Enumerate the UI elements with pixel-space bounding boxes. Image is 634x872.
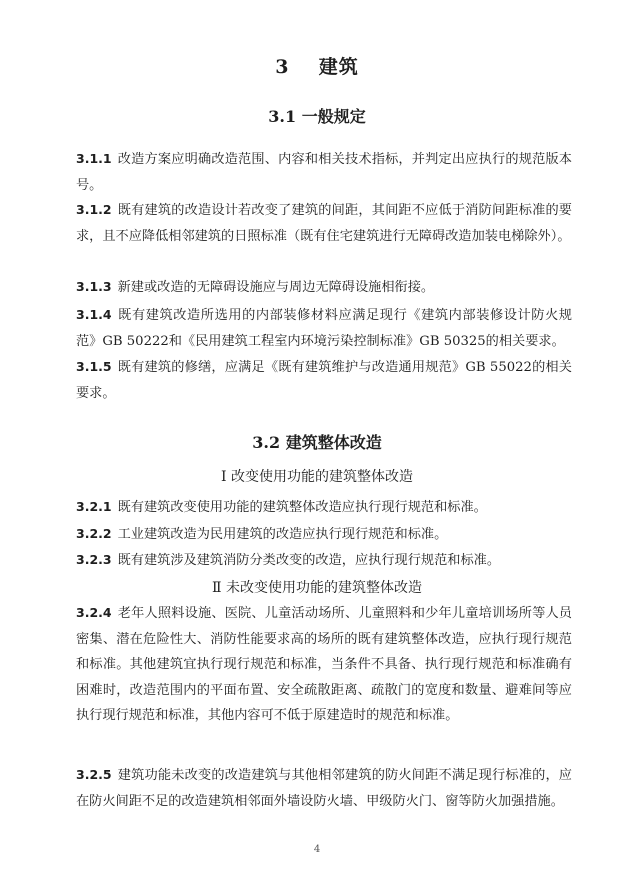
clause-text: 既有建筑改造所选用的内部装修材料应满足现行《建筑内部装修设计防火规范》GB 50222和《民用建筑工程室内环境污染控制标准》GB 50325的相关要求。 xyxy=(76,308,572,349)
clause-3-1-1 xyxy=(76,146,572,198)
clause-3-2-3 xyxy=(76,547,572,574)
clause-3-1-4 xyxy=(76,302,572,354)
clause-number: 3.1.2 xyxy=(76,202,112,217)
clause-text: 既有建筑涉及建筑消防分类改变的改造，应执行现行规范和标准。 xyxy=(117,553,501,568)
clause-text: 新建或改造的无障碍设施应与周边无障碍设施相衔接。 xyxy=(117,280,435,295)
clause-3-1-5 xyxy=(76,354,572,406)
chapter-title xyxy=(0,52,634,79)
clause-3-2-2 xyxy=(76,521,572,548)
chapter-name: 建筑 xyxy=(318,56,359,78)
clause-text: 既有建筑的修缮，应满足《既有建筑维护与改造通用规范》GB 55022的相关要求。 xyxy=(76,360,572,401)
clause-3-2-1 xyxy=(76,494,572,521)
clause-number: 3.1.1 xyxy=(76,151,112,166)
clause-3-1-2 xyxy=(76,197,572,249)
clause-text: 工业建筑改造为民用建筑的改造应执行现行规范和标准。 xyxy=(117,527,448,542)
clause-number: 3.1.3 xyxy=(76,279,112,294)
clause-number: 3.1.5 xyxy=(76,359,112,374)
clause-number: 3.2.5 xyxy=(76,767,112,782)
clause-number: 3.2.4 xyxy=(76,605,112,620)
clause-number: 3.2.1 xyxy=(76,499,112,514)
section-heading-3-2: 3.2 建筑整体改造 xyxy=(252,433,382,452)
clause-number: 3.1.4 xyxy=(76,307,112,322)
clause-text: 老年人照料设施、医院、儿童活动场所、儿童照料和少年儿童培训场所等人员密集、潜在危险性大、消防性能要求高的场所的既有建筑整体改造，应执行现行规范和标准。其他建筑宜执行现行规范和标准，当条件不具备、执行现行规范和标准确有困难时，改造范围内的平面布置、安全疏散距离、疏散门的宽度和数量、避难间等应执行现行规范和标准，其他内容可不低于原建造时的规范和标准。 xyxy=(76,606,572,723)
clause-3-1-3 xyxy=(76,274,572,301)
clause-text: 既有建筑改变使用功能的建筑整体改造应执行现行规范和标准。 xyxy=(117,500,487,515)
clause-3-2-5 xyxy=(76,762,572,814)
subsection-heading-1: Ⅰ 改变使用功能的建筑整体改造 xyxy=(221,469,413,485)
page-number: 4 xyxy=(313,844,321,855)
clause-text: 既有建筑的改造设计若改变了建筑的间距，其间距不应低于消防间距标准的要求，且不应降低相邻建筑的日照标准（既有住宅建筑进行无障碍改造加装电梯除外）。 xyxy=(76,203,572,244)
clause-number: 3.2.2 xyxy=(76,526,112,541)
chapter-number: 3 xyxy=(275,56,290,78)
clause-text: 建筑功能未改变的改造建筑与其他相邻建筑的防火间距不满足现行标准的，应在防火间距不足的改造建筑相邻面外墙设防火墙、甲级防火门、窗等防火加强措施。 xyxy=(76,768,572,809)
clause-text: 改造方案应明确改造范围、内容和相关技术指标，并判定出应执行的规范版本号。 xyxy=(76,152,572,193)
clause-3-2-4 xyxy=(76,600,572,729)
subsection-heading-2: Ⅱ 未改变使用功能的建筑整体改造 xyxy=(212,580,422,596)
section-heading-3-1: 3.1 一般规定 xyxy=(268,107,366,126)
clause-number: 3.2.3 xyxy=(76,552,112,567)
